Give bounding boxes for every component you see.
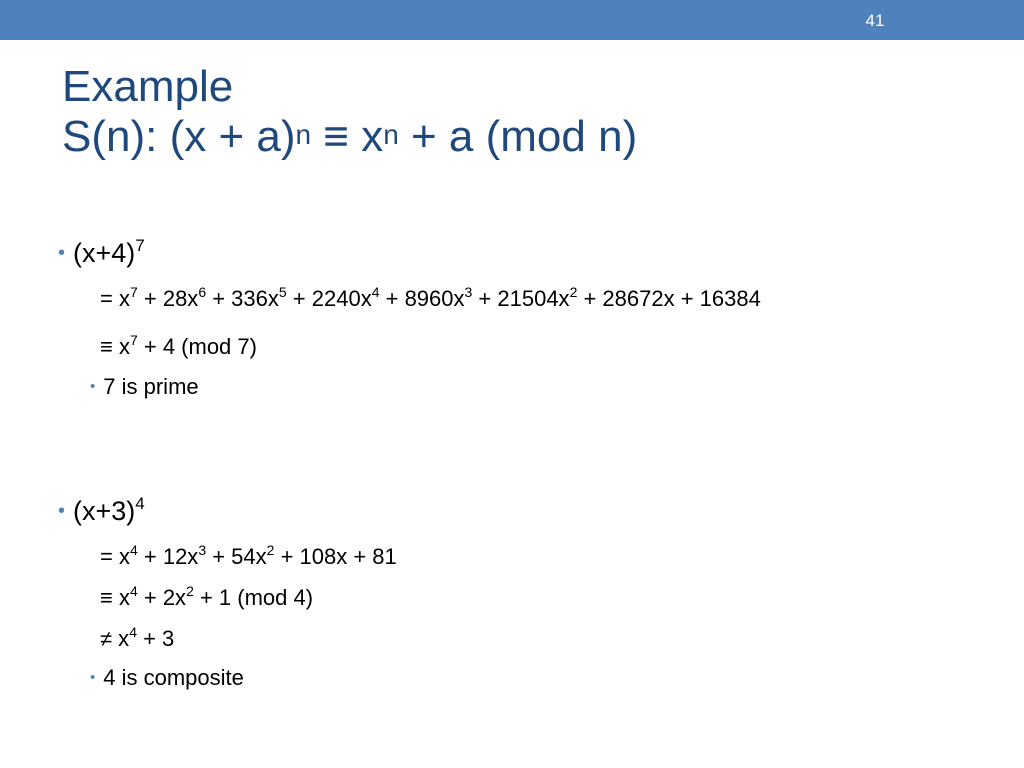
bullet-icon: • [58, 500, 66, 522]
math-text: = x [100, 544, 130, 569]
expression-base: (x+4) [73, 238, 136, 268]
exponent: 6 [198, 284, 207, 300]
mod-line-1 [100, 334, 257, 360]
math-text: + 28x [137, 286, 199, 311]
math-text: = x [100, 286, 130, 311]
math-text: + 21504x [472, 286, 570, 311]
bullet-example-2 [58, 496, 145, 527]
expression-base: (x+3) [73, 496, 136, 526]
math-text: + 28672x + 16384 [577, 286, 761, 311]
expansion-line-1 [100, 286, 761, 312]
mod-line-2 [100, 585, 313, 611]
exponent: 4 [129, 542, 138, 558]
math-text: ≠ x [100, 626, 130, 651]
title-text: S(n): (x + a) [62, 112, 296, 161]
note-prime [90, 374, 199, 400]
exponent: 4 [129, 624, 137, 640]
title-line-1: Example [62, 62, 234, 111]
exponent: 3 [464, 284, 473, 300]
title-text: + a (mod n) [398, 112, 638, 161]
math-text: + 108x + 81 [274, 544, 397, 569]
exponent: 3 [198, 542, 207, 558]
title-superscript: n [295, 119, 312, 150]
math-text: + 336x [206, 286, 279, 311]
title-line-2 [62, 112, 637, 162]
neq-line-2 [100, 626, 174, 652]
slide-title [62, 62, 637, 162]
math-text: ≡ x [100, 334, 130, 359]
math-text: + 4 (mod 7) [137, 334, 257, 359]
bullet-icon: • [90, 378, 96, 395]
math-text: + 2240x [286, 286, 372, 311]
expression-exponent: 7 [135, 236, 145, 255]
math-text: + 12x [137, 544, 199, 569]
exponent: 7 [129, 284, 138, 300]
title-superscript: n [383, 119, 399, 150]
exponent: 2 [266, 542, 275, 558]
note-text: 7 is prime [103, 374, 199, 399]
exponent: 4 [129, 583, 138, 599]
note-composite [90, 665, 244, 691]
math-text: ≡ x [100, 585, 130, 610]
math-text: + 8960x [379, 286, 465, 311]
expression-exponent: 4 [135, 494, 145, 513]
slide-number: 41 [865, 11, 885, 30]
math-text: + 3 [136, 626, 175, 651]
bullet-icon: • [58, 242, 66, 264]
math-text: + 54x [206, 544, 267, 569]
title-text: ≡ x [311, 112, 384, 161]
exponent: 7 [129, 332, 138, 348]
exponent: 5 [278, 284, 287, 300]
exponent: 4 [371, 284, 380, 300]
header-bar [0, 0, 1024, 40]
exponent: 2 [186, 583, 194, 599]
bullet-example-1 [58, 238, 145, 269]
math-text: + 1 (mod 4) [193, 585, 314, 610]
bullet-icon: • [90, 669, 96, 686]
math-text: + 2x [137, 585, 187, 610]
expansion-line-2 [100, 544, 397, 570]
note-text: 4 is composite [103, 665, 244, 690]
exponent: 2 [569, 284, 578, 300]
